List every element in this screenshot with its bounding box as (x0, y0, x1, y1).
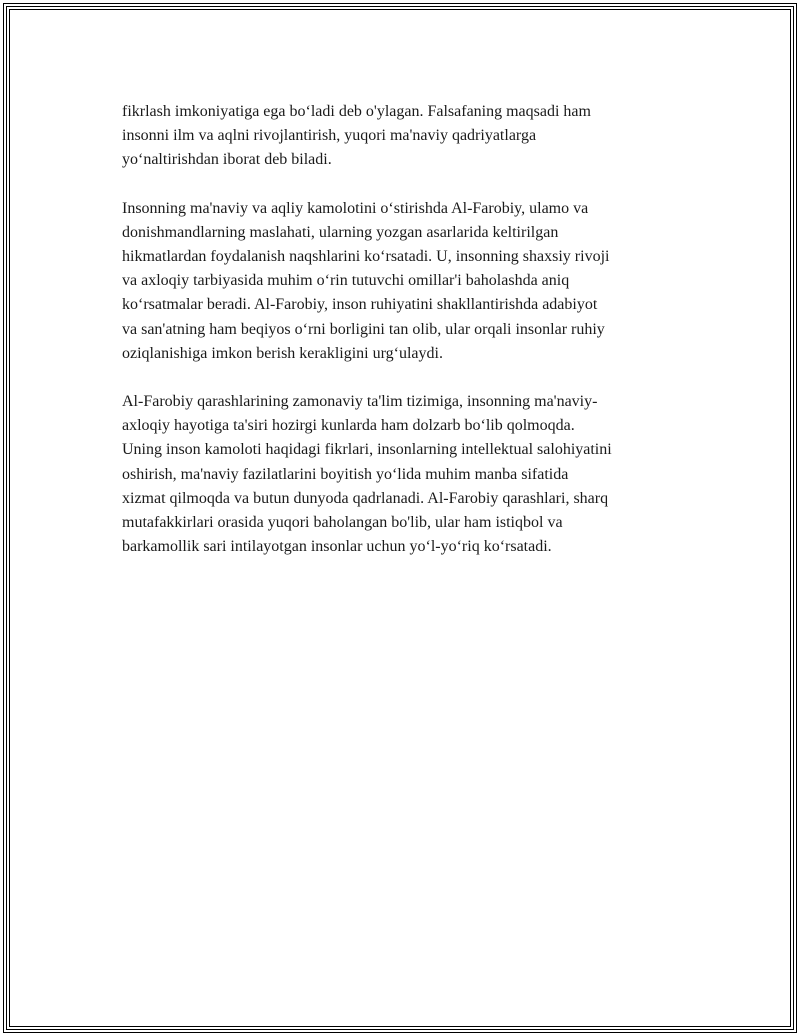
paragraph-line: insonni ilm va aqlni rivojlantirish, yuqori ma'naviy qadriyatlarga (122, 127, 537, 145)
paragraph-3 (122, 390, 702, 559)
paragraph-line: Al-Farobiy qarashlarining zamonaviy ta'lim tizimiga, insonning ma'naviy- (122, 393, 598, 411)
paragraph-line: ko‘rsatmalar beradi. Al-Farobiy, inson ruhiyatini shakllantirishda adabiyot (122, 296, 598, 314)
paragraph-line: oshirish, ma'naviy fazilatlarini boyitish yo‘lida muhim manba sifatida (122, 465, 569, 483)
paragraph-line: hikmatlardan foydalanish naqshlarini ko‘rsatadi. U, insonning shaxsiy rivoji (122, 248, 610, 266)
paragraph-2 (122, 197, 702, 366)
paragraph-line: va san'atning ham beqiyos o‘rni borligini tan olib, ular orqali insonlar ruhiy (122, 320, 605, 338)
paragraph-line: yo‘naltirishdan iborat deb biladi. (122, 151, 332, 169)
paragraph-line: fikrlash imkoniyatiga ega bo‘ladi deb o'ylagan. Falsafaning maqsadi ham (122, 103, 591, 120)
paragraph-1 (122, 100, 702, 173)
paragraph-line: Insonning ma'naviy va aqliy kamolotini o‘stirishda Al-Farobiy, ulamo va (122, 199, 589, 217)
paragraph-line: donishmandlarning maslahati, ularning yozgan asarlarida keltirilgan (122, 223, 559, 241)
paragraph-line: oziqlanishiga imkon berish kerakligini urg‘ulaydi. (122, 344, 443, 362)
paragraph-line: va axloqiy tarbiyasida muhim o‘rin tutuvchi omillar'i baholashda aniq (122, 272, 570, 290)
paragraph-line: xizmat qilmoqda va butun dunyoda qadrlanadi. Al-Farobiy qarashlari, sharq (122, 489, 609, 507)
paragraph-line: Uning inson kamoloti haqidagi fikrlari, insonlarning intellektual salohiyatini (122, 441, 612, 459)
paragraph-line: axloqiy hayotiga ta'siri hozirgi kunlarda ham dolzarb bo‘lib qolmoqda. (122, 417, 575, 435)
paragraph-line: mutafakkirlari orasida yuqori baholangan bo'lib, ular ham istiqbol va (122, 514, 563, 532)
paragraph-line: barkamollik sari intilayotgan insonlar uchun yo‘l-yo‘riq ko‘rsatadi. (122, 538, 552, 556)
document-body (122, 100, 702, 583)
page-border (3, 3, 797, 1033)
